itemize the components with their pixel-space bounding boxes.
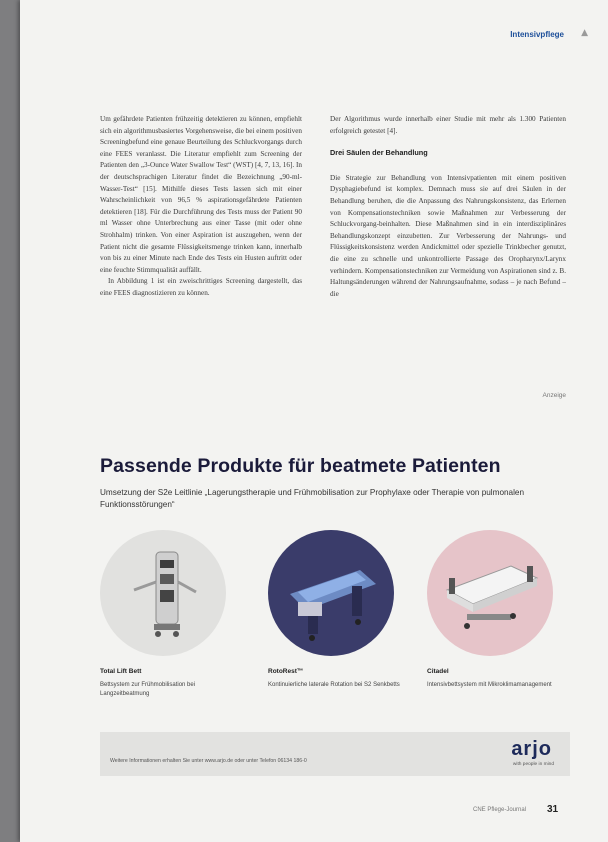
ad-info-text: Weitere Informationen erhalten Sie unter www.arjo.de oder unter Telefon 06134 186-0 — [110, 758, 307, 764]
article-paragraph: Um gefährdete Patienten frühzeitig detektieren zu können, empfiehlt sich ein algorithmusbasiertes Vorgehensweise, die bei einem positiven Screeningbefund eine genaue Beurteilung des Schluckvorgangs durch eine FEES veranlasst. Die Literatur empfiehlt zum Screening der Patienten den „3-Ounce Water Swallow Test“ (WST) [4, 7, 13, 16]. In der deutschsprachigen Literatur findet die Bezeichnung „90-ml-Wasser-Test“ [15]. Mithilfe dieses Tests lassen sich mit einer Wahrscheinlichkeit von 96,5 % aspirationsgefährdete Patienten detektieren [18]. Für die Durchführung des Tests muss der Patient 90 ml Wasser ohne Unterbrechung aus einer Tasse (mit oder ohne Strohhalm) trinken. Von einer Aspiration ist auszugehen, wenn der Patient nicht die gesamte Flüssigkeitsmenge trinken kann, innerhalb von bis zu einer Minute nach Ende des Tests ein Husten auftritt oder eine feuchte Stimmqualität auffällt. — [100, 115, 303, 274]
lift-bed-illustration — [100, 530, 226, 656]
magazine-page — [20, 0, 608, 842]
article-paragraph: In Abbildung 1 ist ein zweischrittiges Screening dargestellt, das eine FEES diagnostizieren zu können. — [100, 277, 302, 297]
product-image-rotorest — [268, 530, 394, 656]
article-column-left — [100, 114, 302, 300]
article-paragraph: Der Algorithmus wurde innerhalb einer Studie mit mehr als 1.300 Patienten erfolgreich getestet [4]. — [330, 115, 566, 135]
product-image-total-lift-bett — [100, 530, 226, 656]
article-paragraph: Die Strategie zur Behandlung von Intensivpatienten mit einem positiven Dysphagiebefund ist komplex. Demnach muss sie auf drei Säulen in der Behandlung beruhen, die die Anpassung des Nahrungskonsistenz, das Erlernen von Kompensationstechniken sowie Maßnahmen zur Verbesserung der Schluckvorgang-beinhalten. Diese Maßnahmen sind in ein interdisziplinäres Behandlungskonzept einzubetten. Zur Verbesserung der Nahrungs- und Flüssigkeitskonsistenz werden Andickmittel oder spezielle Trinkbecher genutzt, die eine zu schnelle und unkontrollierte Passage des Oropharynx/Larynx verhindern. Kompensationstechniken zur Vermeidung von Aspirationen sind z. B. Haltungsänderungen während der Nahrungsaufnahme, sodass – je nach Befund – die — [330, 173, 566, 298]
corner-mark-icon: ▲ — [581, 28, 588, 38]
citadel-bed-illustration — [427, 530, 553, 656]
arjo-tagline: with people in mind — [512, 762, 554, 767]
product-name: Citadel — [427, 668, 449, 675]
article-column-right — [330, 114, 566, 300]
page-number: 31 — [547, 804, 559, 815]
product-description: Intensivbettsystem mit Mikroklimamanagement — [427, 682, 552, 688]
rotorest-bed-illustration — [268, 530, 394, 656]
ad-subtitle: Umsetzung der S2e Leitlinie „Lagerungstherapie und Frühmobilisation zur Prophylaxe oder Therapie von pulmonalen Funktionsstörungen“ — [100, 488, 525, 509]
ad-label: Anzeige — [542, 392, 566, 399]
arjo-logo: arjo — [511, 738, 552, 760]
product-description: Kontinuierliche laterale Rotation bei S2 Senkbetts — [268, 682, 400, 688]
article-subheading: Drei Säulen der Behandlung — [330, 148, 428, 158]
product-name: RotoRest™ — [268, 668, 304, 675]
ad-title: Passende Produkte für beatmete Patienten — [100, 455, 501, 477]
product-name: Total Lift Bett — [100, 668, 142, 675]
product-description: Bettsystem zur Frühmobilisation bei Langzeitbeatmung — [100, 682, 196, 697]
product-image-citadel — [427, 530, 553, 656]
ad-info-bar — [100, 732, 570, 776]
section-label: Intensivpflege — [510, 30, 564, 39]
footer-journal-name: CNE Pflege-Journal — [473, 807, 527, 813]
